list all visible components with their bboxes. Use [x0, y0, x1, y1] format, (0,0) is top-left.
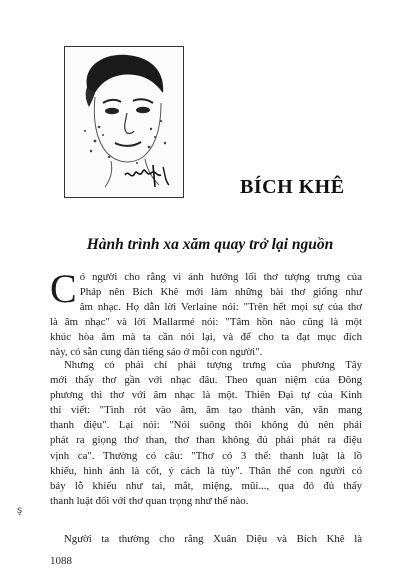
text-line: là âm nhạc" và lời Mallarmé nói: "Tâm hồn nào cũng là một — [50, 316, 362, 329]
text-line: phát ra giọng thơ than, thơ than không đủ phải phát ra điệu — [50, 434, 362, 447]
text-line: này, có sẵn cung đàn tiếng sáo ở mỗi con người". — [50, 346, 263, 359]
text-line: mới thấy thơ gần với nhạc đâu. Theo quan niệm của Đông — [50, 374, 362, 387]
text-line: thi viết: "Tình rót vào âm, âm tạo thành văn, văn mang — [50, 404, 362, 417]
paragraph-3 — [50, 532, 362, 547]
text-line: khúc hòa âm mà ta cần nói lại, và để cho ta đạt mục đích — [50, 331, 362, 344]
margin-mark: ş — [17, 505, 23, 516]
text-line: ó người cho rằng vì ảnh hưởng lối thơ tượng trưng của — [79, 271, 362, 283]
author-portrait-image — [64, 46, 184, 198]
drop-cap: C — [50, 266, 77, 311]
text-line: vịnh ca". Thường có câu: "Thơ có 3 thể: thanh luật là lồ — [50, 449, 362, 462]
text-line: thanh điệu". Lại nói: "Nói suông thôi không đủ nên phải — [50, 419, 362, 432]
text-line: Người ta thường cho rằng Xuân Diệu và Bích Khê là — [64, 533, 362, 545]
page-title: BÍCH KHÊ — [240, 176, 345, 198]
chapter-subtitle: Hành trình xa xăm quay trở lại nguồn — [86, 236, 334, 253]
paragraph-2 — [50, 358, 362, 509]
text-line: phương thì thơ với âm nhạc là một. Thiên Đại tự của Kinh — [50, 389, 362, 402]
portrait-sketch-icon — [65, 47, 183, 197]
text-line: thanh luật đối với thơ quan trọng như thế nào. — [50, 494, 249, 507]
text-line: Pháp nên Bích Khê mới làm những bài thơ giống như — [79, 286, 362, 299]
text-line: âm nhạc. Họ dẫn lời Verlaine nói: "Trên hết mọi sự của thơ — [79, 301, 362, 314]
text-line: Nhưng có phải chỉ phái tượng trưng của phương Tây — [64, 359, 362, 371]
page-number: 1088 — [50, 555, 72, 567]
paragraph-1 — [50, 266, 362, 361]
text-line: khiếu, hình ảnh là cốt, ý cách là tủy". Thân thể con người có — [50, 464, 362, 477]
text-line: bảy lỗ khiếu như tai, mắt, miệng, mũi..., qua đó đủ thấy — [50, 479, 362, 492]
